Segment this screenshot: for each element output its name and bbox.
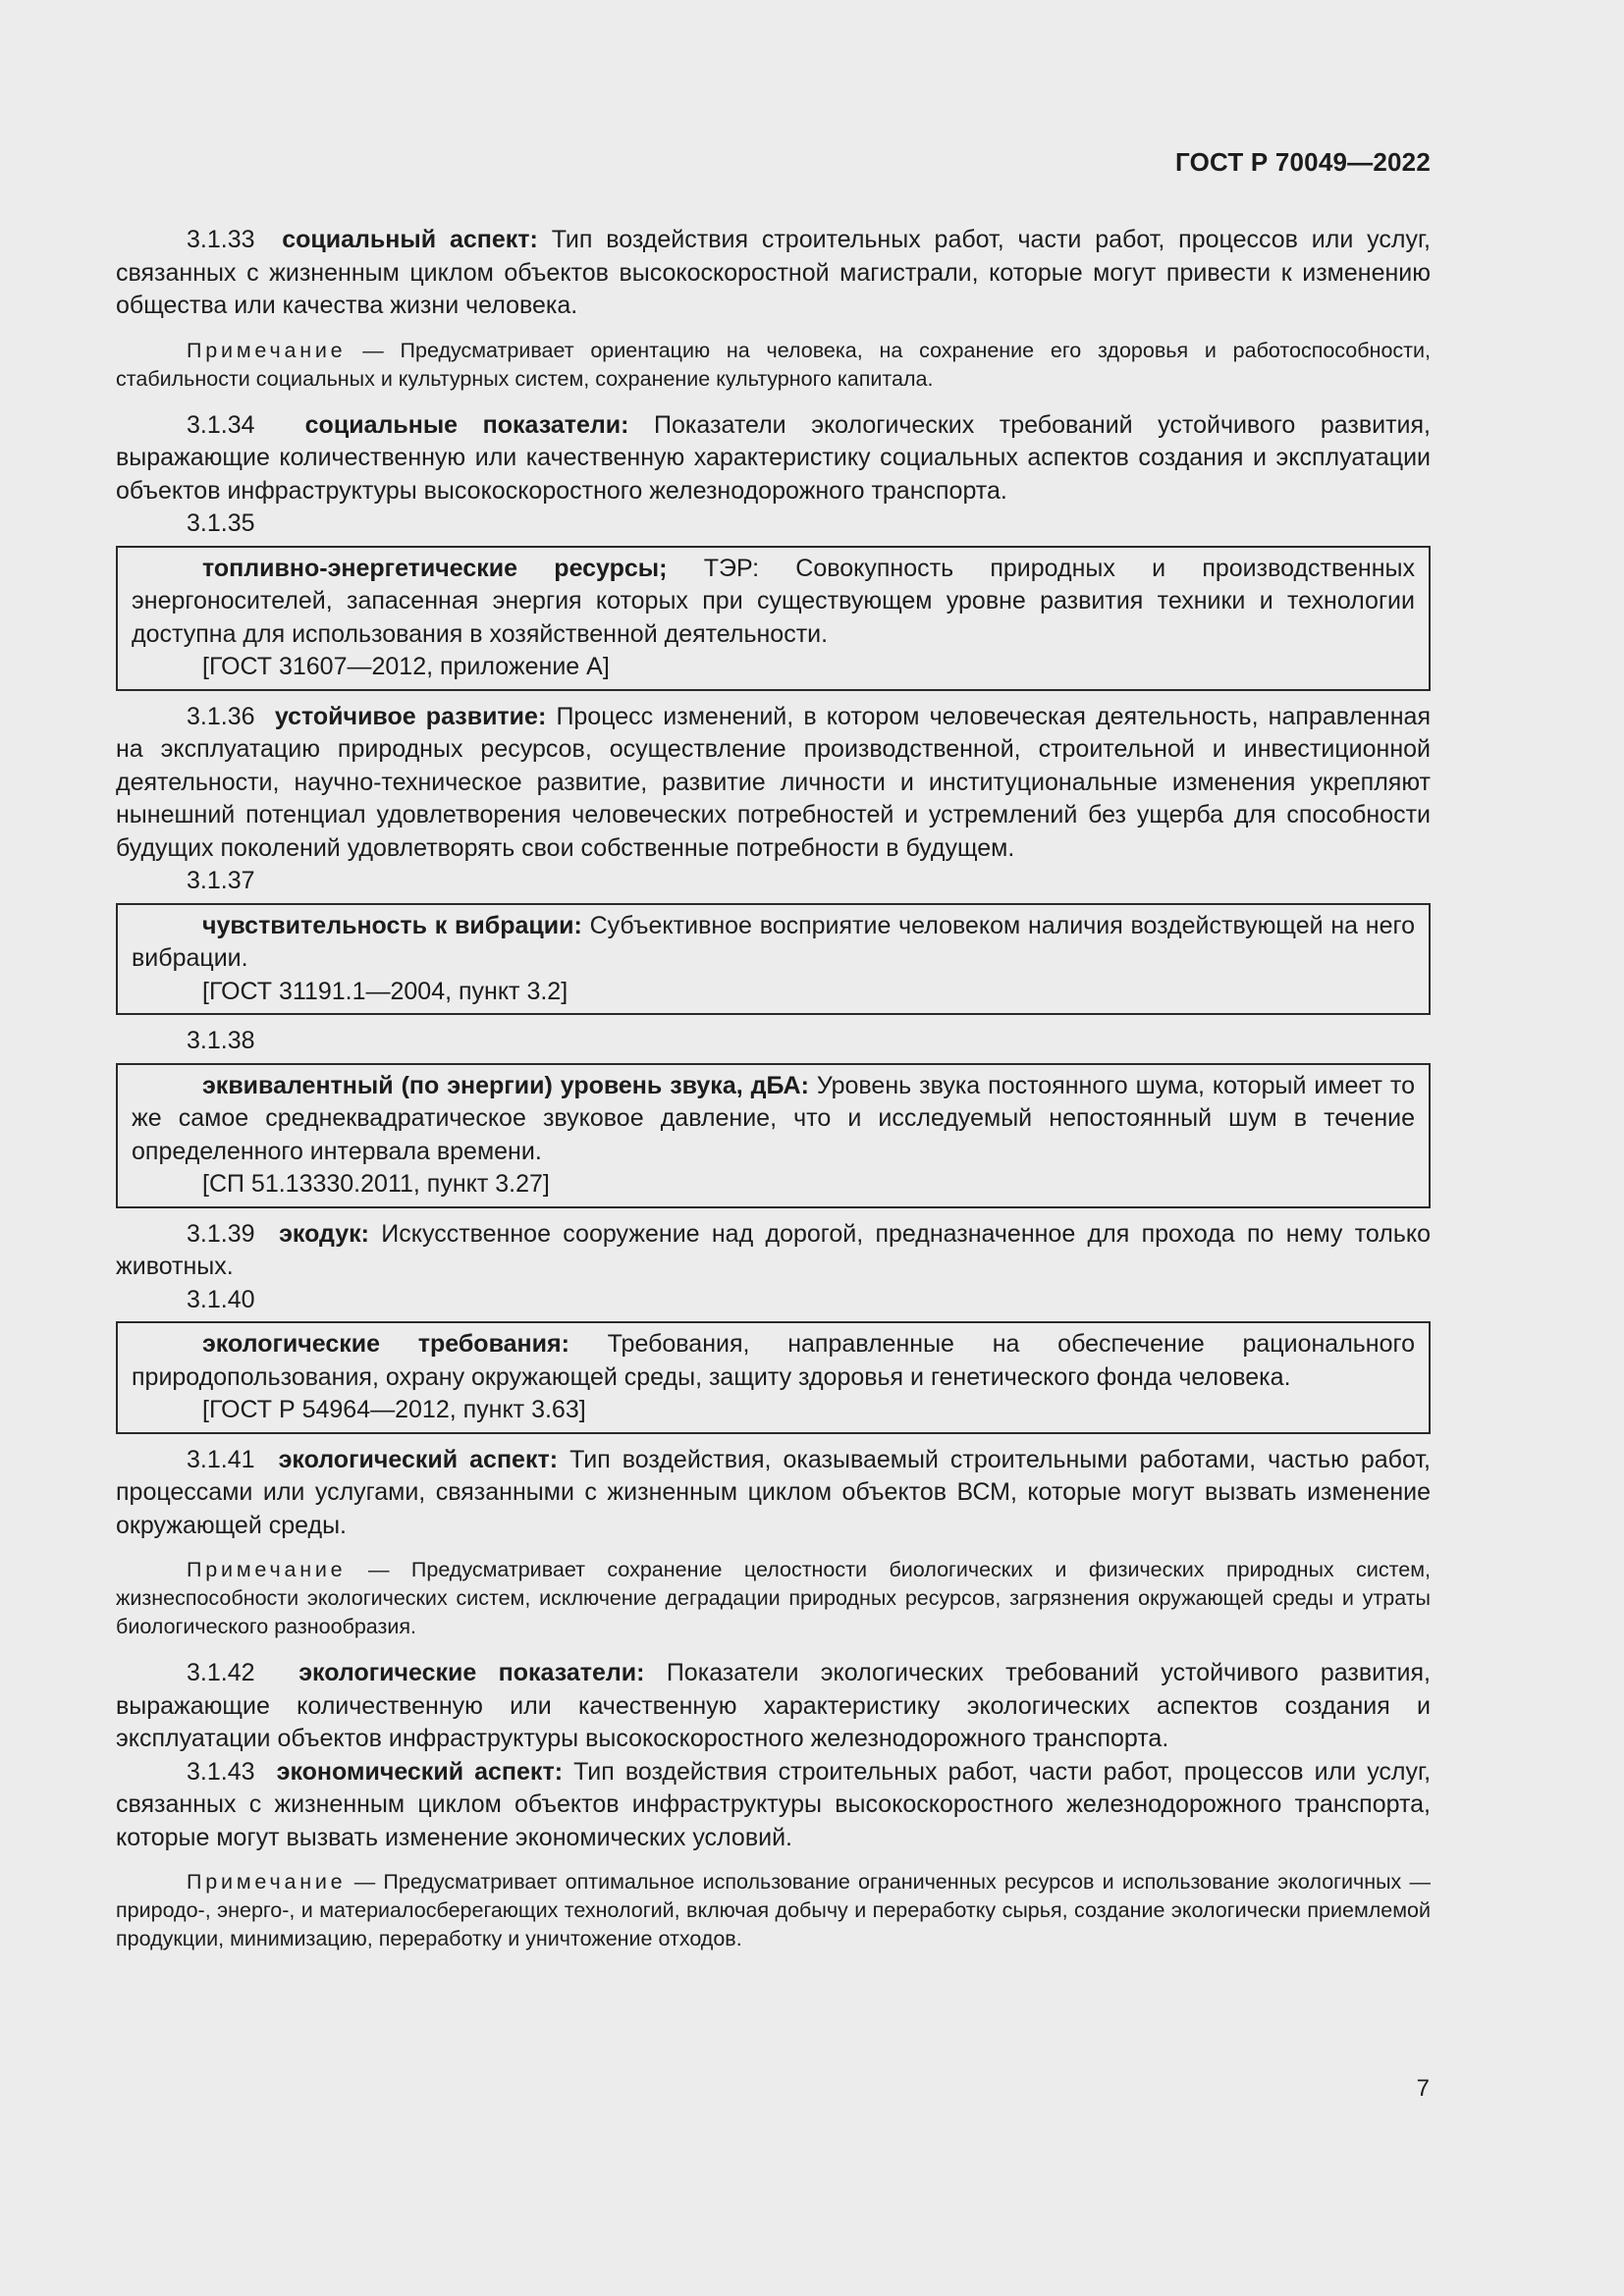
term: устойчивое развитие: xyxy=(274,702,547,730)
note-text: — Предусматривает ориентацию на человека, на сохранение его здоровья и работоспособности, стабильности социальных и культурных систем, сохранение культурного капитала. xyxy=(116,338,1431,391)
term: экологические показатели: xyxy=(298,1659,645,1686)
term: социальный аспект: xyxy=(282,226,538,253)
note-text: — Предусматривает оптимальное использование ограниченных ресурсов и использование экологичных — природо-, энерго-, и материалосберегающих технологий, включая добычу и переработку сырья, создание экологически приемлемой продукции, минимизацию, переработку и уничтожение отходов. xyxy=(116,1870,1431,1950)
definition: Показатели экологических требований устойчивого развития, выражающие количественную или качественную характеристику социальных аспектов создания и эксплуатации объектов инфраструктуры высокоскоростного железнодорожного транспорта. xyxy=(116,410,1432,505)
note-2 xyxy=(116,1556,1431,1641)
page-number: 7 xyxy=(1416,2075,1430,2102)
clause-number: 3.1.34 xyxy=(187,410,255,439)
definition: ТЭР: Совокупность природных и производственных энергоносителей, запасенная энергия которых при существующем уровне развития техники и технологии доступна для использования в хозяйственной деятельности. xyxy=(132,554,1415,648)
definition: Тип воздействия, оказываемый строительными работами, частью работ, процессами или услугами, связанными с жизненным циклом объектов ВСМ, которые могут вызвать изменение окружающей среды. xyxy=(116,1445,1431,1539)
clause-3-1-43 xyxy=(116,1756,1431,1855)
definition: Показатели экологических требований устойчивого развития, выражающие количественную или качественную характеристику экологических аспектов создания и эксплуатации объектов инфраструктуры высокоскоростного железнодорожного транспорта. xyxy=(116,1659,1431,1752)
standard-header: ГОСТ Р 70049—2022 xyxy=(1175,147,1431,177)
note-1 xyxy=(116,337,1431,394)
clause-number: 3.1.42 xyxy=(187,1659,255,1686)
clause-3-1-39 xyxy=(116,1218,1431,1284)
definition: Уровень звука постоянного шума, который имеет то же самое среднеквадратическое звуковое давление, что и исследуемый непостоянный шум в течение определенного интервала времени. xyxy=(132,1071,1415,1165)
clause-number: 3.1.43 xyxy=(187,1757,255,1786)
definition: Искусственное сооружение над дорогой, предназначенное для прохода по нему только животных. xyxy=(116,1219,1431,1280)
note-label: Примечание xyxy=(187,338,347,362)
borrowed-term-box-3-1-38 xyxy=(116,1063,1431,1208)
source-reference: [СП 51.13330.2011, пункт 3.27] xyxy=(202,1170,550,1198)
source-reference: [ГОСТ 31191.1—2004, пункт 3.2] xyxy=(202,977,568,1005)
definition: Процесс изменений, в котором человеческая деятельность, направленная на эксплуатацию природных ресурсов, осуществление производственной, строительной и инвестиционной деятельности, научно-техническое развитие, развитие личности и институциональные изменения укрепляют нынешний потенциал удовлетворения человеческих потребностей и устремлений без ущерба для способности будущих поколений удовлетворять свои собственные потребности в будущем. xyxy=(116,702,1431,862)
term: экодук: xyxy=(279,1219,369,1248)
source-reference: [ГОСТ Р 54964—2012, пункт 3.63] xyxy=(202,1396,586,1423)
definition: Требования, направленные на обеспечение рационального природопользования, охрану окружающей среды, защиту здоровья и генетического фонда человека. xyxy=(132,1330,1415,1391)
clause-3-1-41 xyxy=(116,1444,1431,1543)
term: социальные показатели: xyxy=(304,410,629,439)
term: чувствительность к вибрации: xyxy=(202,911,582,939)
note-3 xyxy=(116,1868,1431,1953)
note-text: — Предусматривает сохранение целостности биологических и физических природных систем, жизнеспособности экологических систем, исключение деградации природных ресурсов, загрязнения окружающей среды и утраты биологического разнообразия. xyxy=(116,1558,1431,1638)
source-reference: [ГОСТ 31607—2012, приложение А] xyxy=(202,653,610,680)
definition: Тип воздействия строительных работ, части работ, процессов или услуг, связанных с жизненным циклом объектов инфраструктуры высокоскоростного железнодорожного транспорта, которые могут вызвать изменение экономических условий. xyxy=(116,1757,1432,1851)
term: эквивалентный (по энергии) уровень звука, дБА: xyxy=(202,1071,809,1099)
note-label: Примечание xyxy=(187,1870,347,1894)
clause-number: 3.1.36 xyxy=(187,702,255,730)
clause-3-1-33 xyxy=(116,224,1431,323)
clause-number: 3.1.41 xyxy=(187,1445,255,1473)
clause-number: 3.1.33 xyxy=(187,226,255,253)
note-label: Примечание xyxy=(187,1558,347,1581)
term: экологические требования: xyxy=(202,1330,569,1358)
term: топливно-энергетические ресурсы; xyxy=(202,554,668,582)
borrowed-term-box-3-1-35 xyxy=(116,546,1431,691)
clause-3-1-42 xyxy=(116,1657,1431,1756)
clause-3-1-34 xyxy=(116,409,1431,508)
clause-number-3-1-40: 3.1.40 xyxy=(187,1285,255,1313)
borrowed-term-box-3-1-40 xyxy=(116,1321,1431,1434)
definition: Субъективное восприятие человеком наличия воздействующей на него вибрации. xyxy=(132,911,1415,972)
clause-number-3-1-38: 3.1.38 xyxy=(187,1027,255,1054)
borrowed-term-box-3-1-37 xyxy=(116,903,1431,1016)
definition: Тип воздействия строительных работ, части работ, процессов или услуг, связанных с жизненным циклом объектов высокоскоростной магистрали, которые могут привести к изменению общества или качества жизни человека. xyxy=(116,226,1431,319)
clause-number: 3.1.39 xyxy=(187,1219,255,1248)
clause-3-1-36 xyxy=(116,701,1431,866)
term: экологический аспект: xyxy=(278,1445,559,1473)
term: экономический аспект: xyxy=(276,1757,564,1786)
document-body xyxy=(116,224,1431,1969)
clause-number-3-1-35: 3.1.35 xyxy=(187,509,255,537)
clause-number-3-1-37: 3.1.37 xyxy=(187,867,255,894)
